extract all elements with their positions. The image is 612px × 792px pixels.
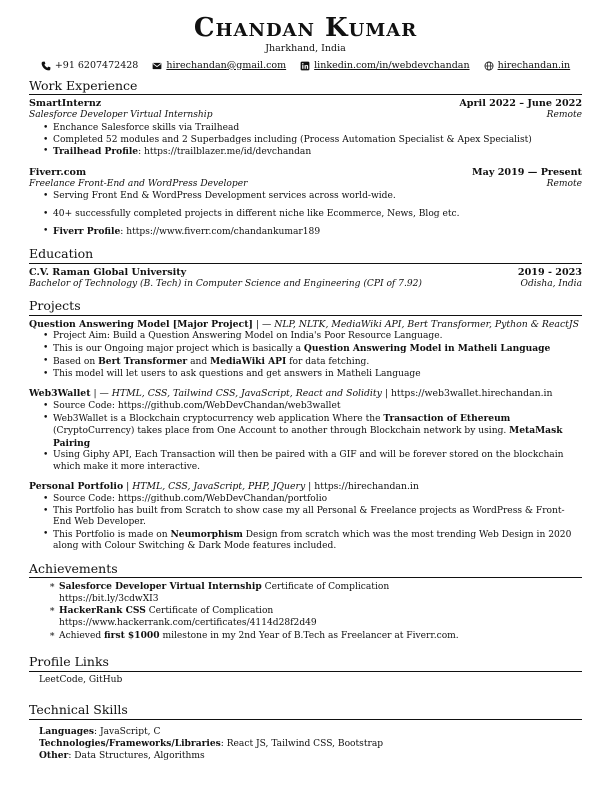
emphasis: Transaction of Ethereum (383, 412, 511, 424)
project-web3wallet (29, 388, 582, 473)
email-contact[interactable] (152, 60, 286, 72)
list-item (59, 605, 582, 629)
education-section (29, 246, 582, 290)
achievements-section (29, 561, 582, 642)
emphasis: HackerRank CSS (59, 605, 146, 617)
profile-url[interactable]: : https://trailblazer.me/id/devchandan (138, 147, 312, 158)
website-contact[interactable] (484, 60, 571, 72)
list-item (53, 226, 582, 238)
section-title-profiles: Profile Links (29, 654, 582, 672)
project-tech: HTML, CSS, Tailwind CSS, JavaScript, React and Solidity (111, 388, 382, 400)
emphasis: first $1000 (104, 629, 160, 641)
project-tech: NLP, NLTK, MediaWiki API, Bert Transformer, Python & ReactJS (274, 318, 580, 330)
phone-icon (41, 61, 51, 71)
linkedin-contact[interactable] (300, 60, 469, 72)
skill-label: Technologies/Frameworks/Libraries (39, 737, 221, 749)
emphasis: Salesforce Developer Virtual Internship (59, 581, 262, 593)
project-separator: | — (90, 388, 112, 400)
list-item (53, 343, 582, 355)
skill-label: Other (39, 750, 69, 762)
list-item: • 40+ successfully completed projects in different niche like Ecommerce, News, Blog etc. (53, 209, 582, 220)
projects-section (29, 298, 582, 552)
job-dates: May 2019 — Present (471, 166, 582, 178)
phone-number: +91 6207472428 (54, 59, 139, 71)
list-item: • This model will let users to ask questions and get answers in Matheli Language (53, 369, 582, 380)
skill-value: : Data Structures, Algorithms (68, 751, 205, 762)
skill-label: Languages (39, 725, 95, 737)
job-role: Salesforce Developer Virtual Internship (29, 110, 213, 121)
job-dates: April 2022 – June 2022 (459, 98, 582, 110)
list-item: • Completed 52 modules and 2 Superbadges including (Process Automation Specialist & Apex Specialist) (53, 135, 582, 146)
degree: Bachelor of Technology (B. Tech) in Computer Science and Engineering (CPI of 7.92) (29, 278, 422, 289)
text: Based on (53, 357, 99, 368)
list-item: • Enchance Salesforce skills via Trailhead (53, 123, 582, 134)
section-title-education: Education (29, 246, 582, 264)
education-dates: 2019 - 2023 (517, 266, 582, 278)
location: Jharkhand, India (265, 43, 346, 54)
emphasis: MediaWiki API (210, 356, 287, 368)
skill-row-languages (39, 726, 582, 738)
contact-bar (29, 60, 582, 72)
project-title: Web3Wallet (29, 388, 91, 400)
emphasis: Neumorphism (170, 528, 243, 540)
section-title-skills: Technical Skills (29, 702, 582, 720)
project-separator: | (123, 481, 133, 493)
profile-label: Fiverr Profile (53, 225, 121, 237)
text: for data fetching. (286, 357, 370, 368)
text: Design from scratch which was the most trending Web Design in 2020 along with Colour Switching & Dark Mode features included. (53, 529, 572, 552)
candidate-name: Chandan Kumar (193, 13, 418, 43)
section-title-work: Work Experience (29, 78, 582, 96)
list-item: • This Portfolio has built from Scratch to show case my all Personal & Freelance projects as WordPress & Front-End Web Developer. (53, 506, 582, 529)
text: Certificate of Complication (145, 606, 274, 617)
text: milestone in my 2nd Year of B.Tech as Freelancer at Fiverr.com. (159, 630, 459, 641)
email-link[interactable]: hirechandan@gmail.com (166, 59, 287, 71)
profile-label: Trailhead Profile (53, 146, 139, 158)
project-title: Personal Portfolio (29, 481, 124, 493)
text: Certificate of Complication (261, 582, 390, 593)
skill-row-other (39, 750, 582, 762)
project-portfolio (29, 481, 582, 552)
project-qa (29, 319, 582, 381)
text: This Portfolio is made on (53, 529, 171, 540)
globe-icon (484, 61, 494, 71)
section-title-projects: Projects (29, 298, 582, 316)
job-place: Remote (546, 110, 582, 121)
project-tech: HTML, CSS, JavaScript, PHP, JQuery (132, 481, 306, 493)
work-entry-fiverr (29, 167, 582, 238)
skills-list (29, 726, 582, 763)
education-entry (29, 267, 582, 290)
text: This is our Ongoing major project which is basically a (53, 344, 304, 355)
job-place: Remote (546, 178, 582, 189)
linkedin-link[interactable]: linkedin.com/in/webdevchandan (314, 59, 470, 71)
work-experience-section (29, 78, 582, 238)
list-item (53, 529, 582, 553)
job-role: Freelance Front-End and WordPress Developer (29, 178, 248, 189)
list-item: • Source Code: https://github.com/WebDevChandan/portfolio (53, 494, 582, 505)
text: (CryptoCurrency) takes place from One Account to another through Blockchain network by using. (53, 426, 510, 437)
list-item: • Source Code: https://github.com/WebDevChandan/web3wallet (53, 401, 582, 412)
company-name: Fiverr.com (29, 166, 87, 178)
linkedin-icon (300, 61, 310, 71)
text: and (187, 357, 211, 368)
list-item (53, 146, 582, 158)
list-item (59, 630, 582, 642)
list-item (53, 356, 582, 368)
certificate-link[interactable]: https://bit.ly/3cdwXI3 (59, 593, 159, 604)
project-link[interactable]: | https://hirechandan.in (305, 481, 419, 493)
skill-value: : React JS, Tailwind CSS, Bootstrap (220, 738, 384, 749)
section-title-achievements: Achievements (29, 561, 582, 579)
emphasis: Question Answering Model in Matheli Language (303, 343, 551, 355)
work-entry-smartinternz (29, 98, 582, 158)
profile-links-section (29, 654, 582, 686)
list-item (59, 581, 582, 605)
skills-section (29, 702, 582, 763)
skill-value: : JavaScript, C (94, 726, 161, 737)
project-link[interactable]: | https://web3wallet.hirechandan.in (381, 388, 553, 400)
education-place: Odisha, India (520, 278, 582, 289)
emphasis: Bert Transformer (98, 356, 188, 368)
school-name: C.V. Raman Global University (29, 266, 187, 278)
phone-contact[interactable] (41, 60, 139, 72)
text: Achieved (59, 630, 105, 641)
text: Web3Wallet is a Blockchain cryptocurrency web application Where the (53, 413, 384, 424)
project-separator: | — (252, 318, 275, 330)
skill-row-technologies (39, 738, 582, 750)
profile-links[interactable]: LeetCode, GitHub (39, 674, 123, 685)
profile-url[interactable]: : https://www.fiverr.com/chandankumar189 (120, 226, 321, 237)
website-link[interactable]: hirechandan.in (497, 59, 571, 71)
list-item (53, 413, 582, 450)
project-title: Question Answering Model [Major Project] (29, 318, 253, 330)
list-item: • Project Aim: Build a Question Answering Model on India's Poor Resource Language. (53, 331, 582, 342)
certificate-link[interactable]: https://www.hackerrank.com/certificates/4114d28f2d49 (59, 617, 317, 628)
list-item: • Serving Front End & WordPress Development services across world-wide. (53, 191, 582, 202)
list-item: • Using Giphy API, Each Transaction will then be paired with a GIF and will be forever stored on the blockchain which make it more interactive. (53, 450, 582, 473)
company-name: SmartInternz (29, 98, 102, 110)
envelope-icon (152, 61, 162, 71)
emphasis: MetaMask Pairing (53, 425, 563, 449)
